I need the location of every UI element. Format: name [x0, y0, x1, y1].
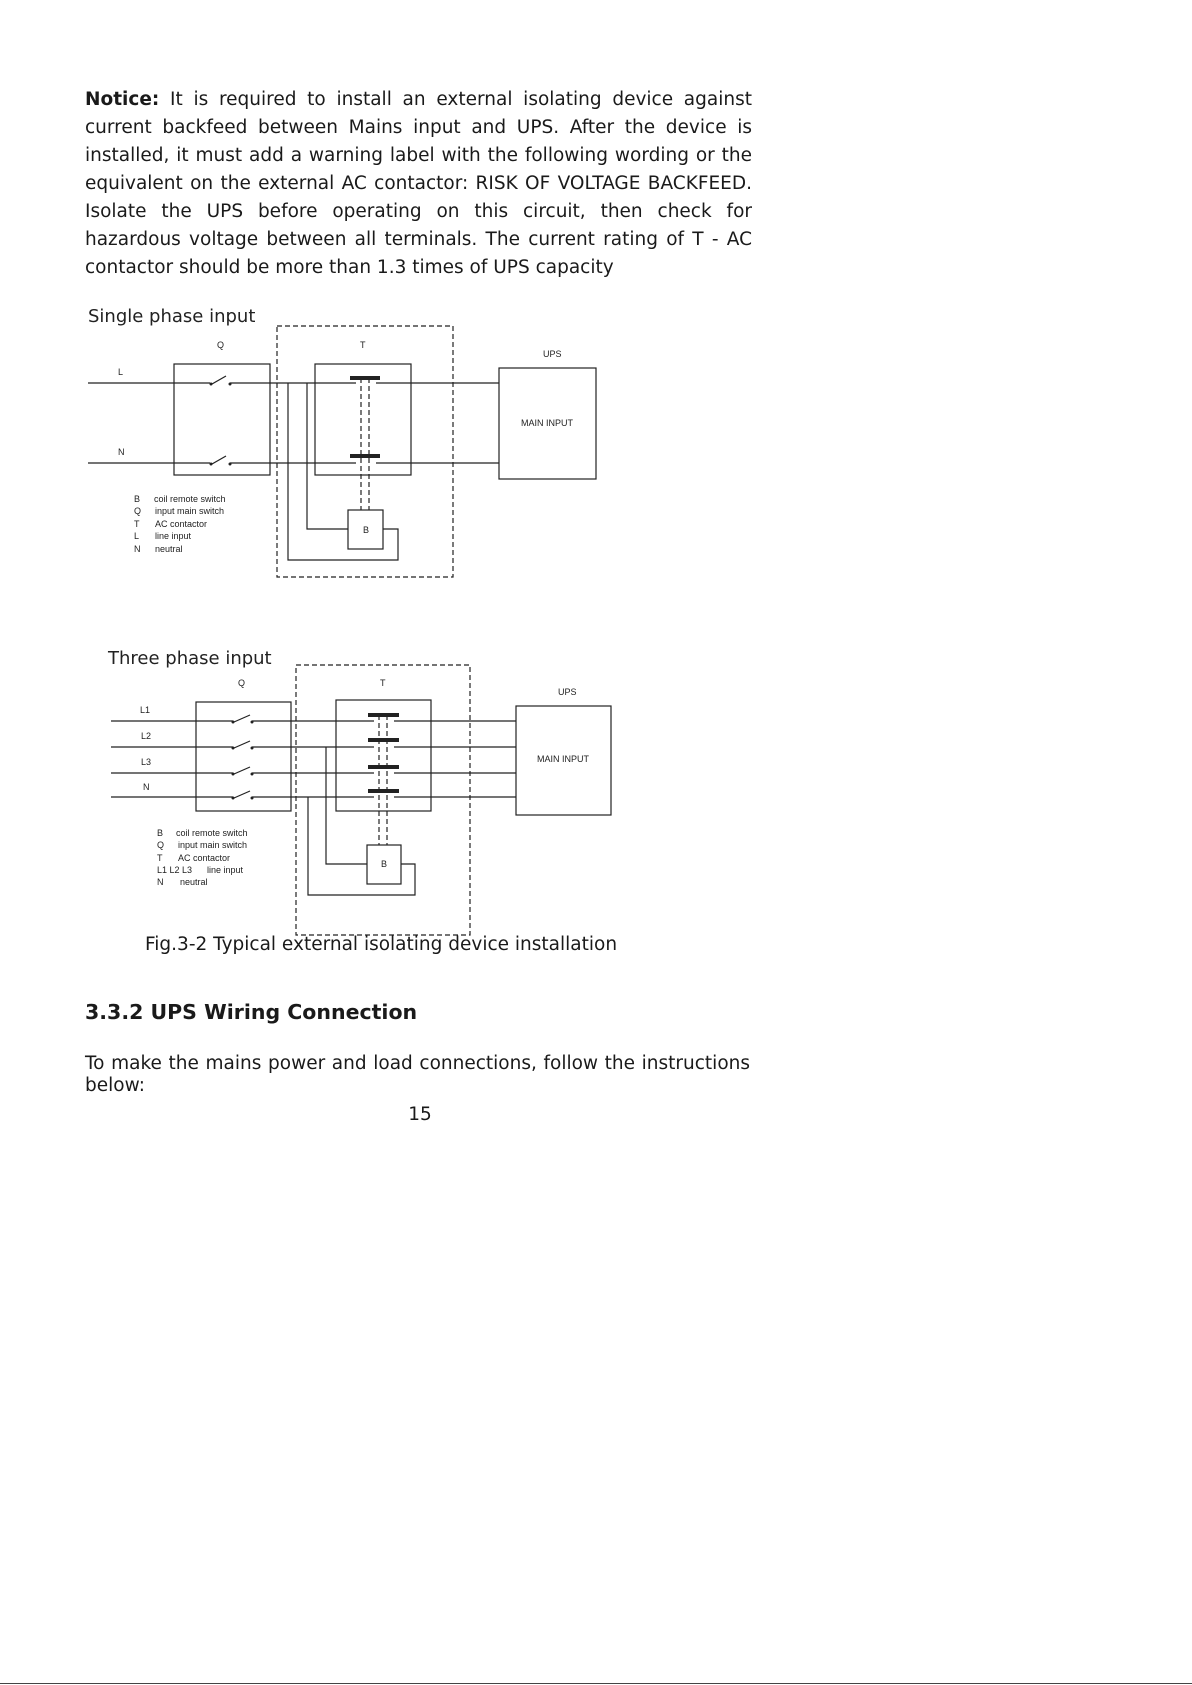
- single-phase-title: Single phase input: [88, 306, 256, 327]
- line-label-l1: L1: [140, 705, 151, 715]
- single-phase-diagram: [0, 300, 700, 590]
- legend-desc: line input: [155, 531, 192, 541]
- legend-key: B: [134, 494, 141, 504]
- three-phase-title: Three phase input: [108, 648, 272, 669]
- legend-key: T: [157, 853, 163, 863]
- t-label: T: [380, 678, 386, 688]
- legend-key: Q: [157, 840, 165, 850]
- section-heading: 3.3.2 UPS Wiring Connection: [85, 1000, 418, 1024]
- ups-label: UPS: [543, 349, 562, 359]
- legend-key: N: [157, 877, 164, 887]
- legend-key: Q: [134, 506, 142, 516]
- legend-key: L1 L2 L3: [157, 865, 193, 875]
- single-phase-legend: [134, 494, 226, 554]
- legend-desc: coil remote switch: [176, 828, 248, 838]
- main-input-label: MAIN INPUT: [521, 418, 574, 428]
- line-label-l: L: [118, 367, 124, 377]
- ups-label: UPS: [558, 687, 577, 697]
- notice-label: Notice:: [85, 89, 160, 110]
- page-number: 15: [408, 1104, 432, 1125]
- legend-key: N: [134, 544, 141, 554]
- notice-text: It is required to install an external isolating device against current backfeed between Mains input and UPS. After the device is installed, it must add a warning label with the following wording or the equivalent on the external AC contactor: RISK OF VOLTAGE BACKFEED. Isolate the UPS before operating on this circuit, then check for hazardous voltage between all terminals. The current rating of T - AC contactor should be more than 1.3 times of UPS capacity: [85, 89, 752, 278]
- legend-key: L: [134, 531, 140, 541]
- line-label-l3: L3: [141, 757, 152, 767]
- legend-desc: line input: [207, 865, 244, 875]
- legend-desc: AC contactor: [155, 519, 208, 529]
- q-label: Q: [217, 340, 225, 350]
- three-phase-diagram: [0, 640, 700, 920]
- legend-desc: neutral: [155, 544, 183, 554]
- q-label: Q: [238, 678, 246, 688]
- line-label-n: N: [118, 447, 125, 457]
- instructions-paragraph: To make the mains power and load connections, follow the instructions below:: [85, 1053, 750, 1096]
- line-label-l2: L2: [141, 731, 152, 741]
- legend-key: T: [134, 519, 140, 529]
- t-label: T: [360, 340, 366, 350]
- legend-key: B: [157, 828, 164, 838]
- three-phase-legend: [157, 828, 248, 887]
- b-label: B: [381, 859, 388, 869]
- figure-caption: Fig.3-2 Typical external isolating device installation: [145, 934, 618, 955]
- legend-desc: coil remote switch: [154, 494, 226, 504]
- line-label-n: N: [143, 782, 150, 792]
- page-bottom-divider: [0, 1683, 1192, 1684]
- legend-desc: input main switch: [155, 506, 225, 516]
- notice-paragraph: [85, 86, 752, 282]
- main-input-label: MAIN INPUT: [537, 754, 590, 764]
- legend-desc: AC contactor: [178, 853, 231, 863]
- legend-desc: neutral: [180, 877, 208, 887]
- legend-desc: input main switch: [178, 840, 248, 850]
- b-label: B: [363, 525, 370, 535]
